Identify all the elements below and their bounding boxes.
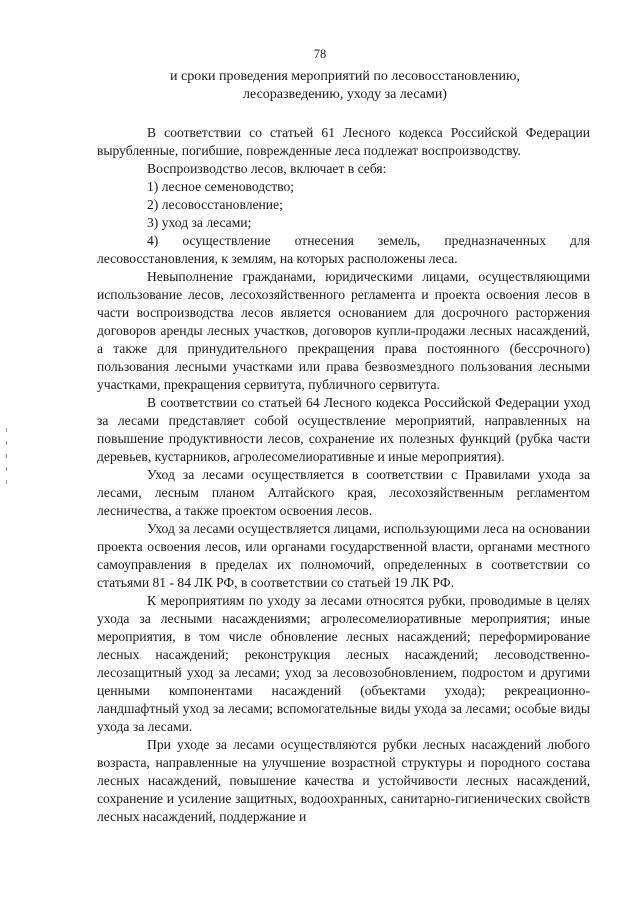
section-heading — [100, 68, 590, 104]
list-item-2: 2) лесовосстановление; — [147, 197, 283, 212]
heading-line-1: и сроки проведения мероприятий по лесовосстановлению, — [169, 69, 521, 84]
paragraph-care-measures: К мероприятиям по уходу за лесами относятся рубки, проводимые в целях ухода за лесными насаждениями; агролесомелиоративные мероприятия; иные мероприятия, в том числе обновление лесных насаждений; переформирование лесных насаждений; реконструкция лесных насаждений; лесоводственно-лесозащитный уход за лесами; уход за лесовозобновлением, подростом и другими ценными компонентами насаждений (объектами ухода); рекреационно-ландшафтный уход за лесами; вспомогательные виды ухода за лесами; особые виды ухода за лесами. — [97, 593, 590, 734]
paragraph-non-compliance: Невыполнение гражданами, юридическими лицами, осуществляющими использование лесов, лесохозяйственного регламента и проекта освоения лесов в части воспроизводства лесов является основанием для досрочного расторжения договоров аренды лесных участков, договоров купли-продажи лесных насаждений, а также для принудительного прекращения права постоянного (бессрочного) пользования лесными участками или права безвозмездного пользования лесными участками, прекращения сервитута, публичного сервитута. — [97, 269, 590, 392]
paragraph-care-fellings: При уходе за лесами осуществляются рубки лесных насаждений любого возраста, направленные на улучшение возрастной структуры и породного состава лесных насаждений, повышение качества и устойчивости лесных насаждений, сохранение и усиление защитных, водоохранных, санитарно-гигиенических свойств лесных насаждений, поддержание и — [97, 737, 590, 824]
heading-line-2: лесоразведению, уходу за лесами) — [243, 87, 447, 102]
paragraph-care-rules: Уход за лесами осуществляется в соответствии с Правилами ухода за лесами, лесным планом Алтайского края, лесохозяйственным регламентом лесничества, а также проектом освоения лесов. — [97, 467, 590, 518]
paragraph-reproduction-intro: Воспроизводство лесов, включает в себя: — [147, 161, 387, 176]
list-item-4-continuation: лесовосстановления, к землям, на которых расположены леса. — [97, 251, 458, 266]
document-body — [97, 124, 590, 826]
scan-edge-marks — [4, 428, 10, 488]
list-item-4-first-line: 4) осуществление отнесения земель, предназначенных для — [147, 233, 590, 248]
list-item-1: 1) лесное семеноводство; — [147, 179, 295, 194]
paragraph-care-performers: Уход за лесами осуществляется лицами, использующими леса на основании проекта освоения лесов, или органами государственной власти, органами местного самоуправления в пределах их полномочий, определенных в соответствии со статьями 81 - 84 ЛК РФ, в соответствии со статьей 19 ЛК РФ. — [97, 521, 590, 590]
paragraph-article-64: В соответствии со статьей 64 Лесного кодекса Российской Федерации уход за лесами представляет собой осуществление мероприятий, направленных на повышение продуктивности лесов, сохранение их полезных функций (рубка части деревьев, кустарников, агролесомелиоративные и иные мероприятия). — [97, 395, 590, 464]
paragraph-article-61: В соответствии со статьей 61 Лесного кодекса Российской Федерации вырубленные, погибшие, поврежденные леса подлежат воспроизводству. — [97, 125, 590, 158]
list-item-3: 3) уход за лесами; — [147, 215, 252, 230]
page-number: 78 — [313, 47, 327, 61]
